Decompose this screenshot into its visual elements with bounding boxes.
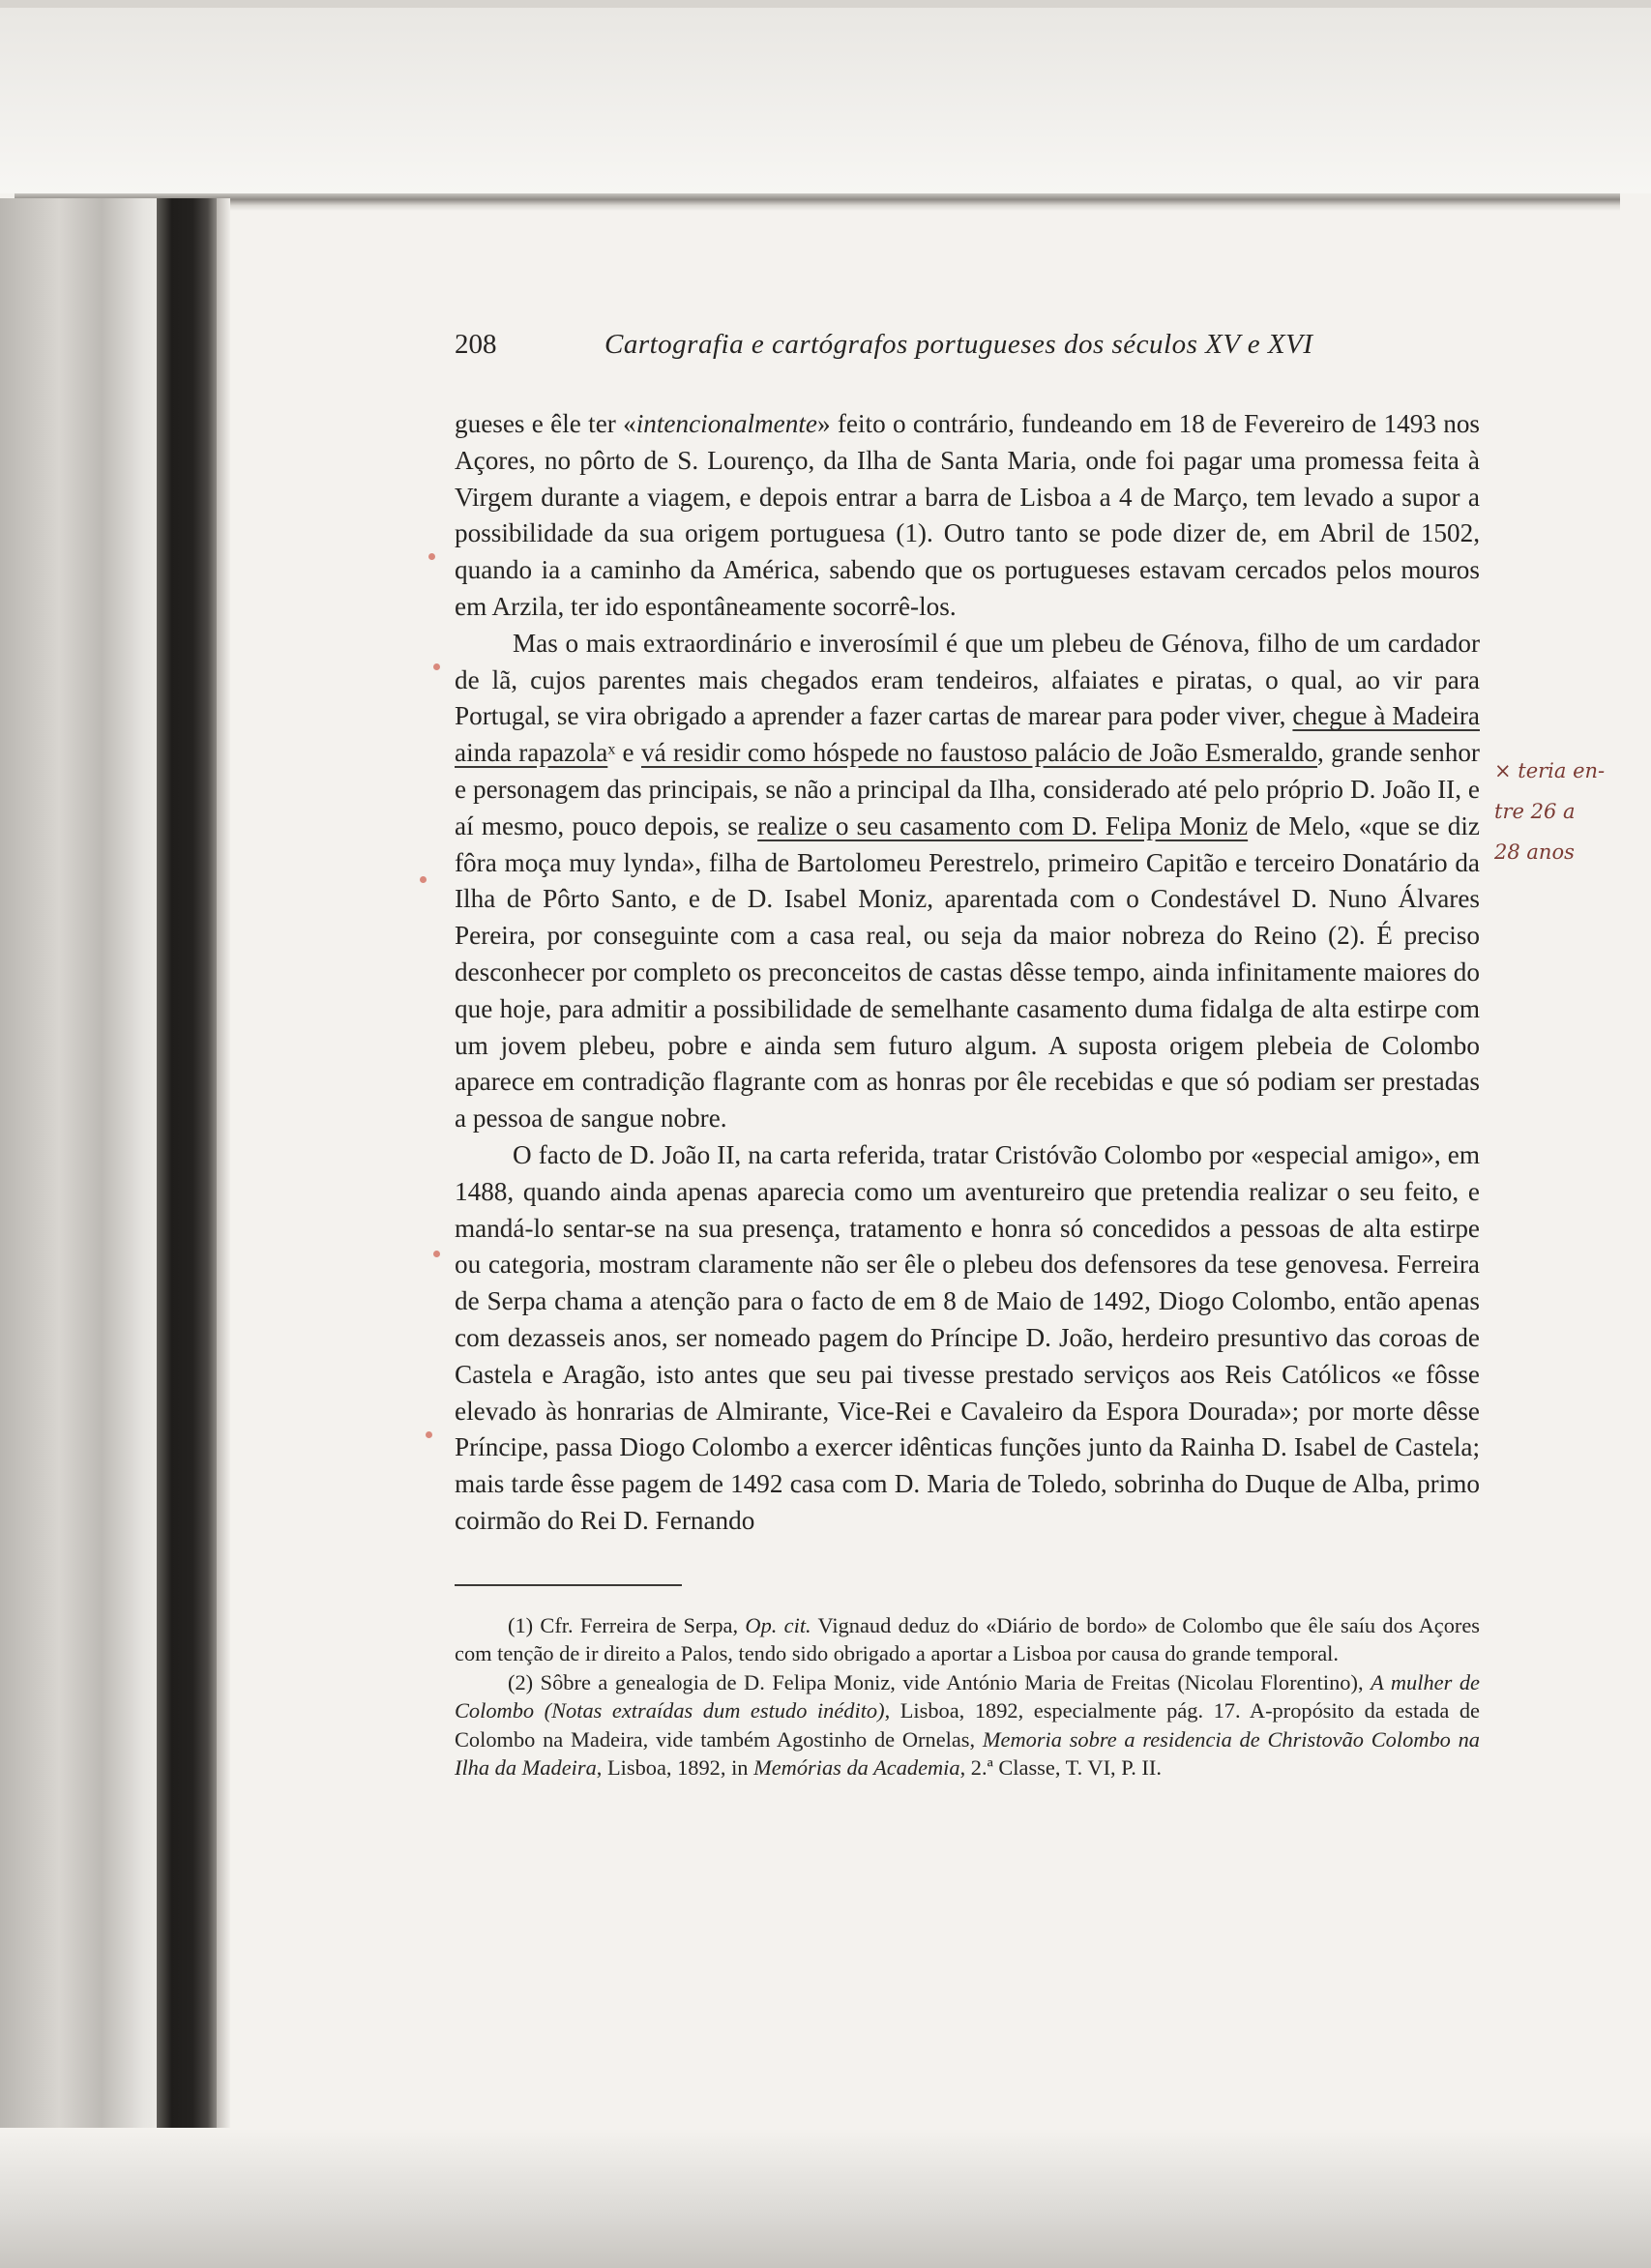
text-run: , Lisboa, 1892, especialmente pág. 17. A-propósito da estada de Colombo na Madeira, vide também Agostinho de Ornelas,: [455, 1698, 1480, 1752]
margin-mark-3: [420, 876, 427, 883]
footnote-2: [455, 1668, 1480, 1782]
body-text: [455, 406, 1480, 1540]
margin-mark-5: [426, 1431, 432, 1438]
margin-note-line: tre 26 a: [1494, 800, 1576, 823]
text-run: , 2.ª Classe, T. VI, P. II.: [959, 1755, 1162, 1781]
scanner-top-margin: [0, 0, 1651, 193]
page-top-edge-shadow: [15, 193, 1620, 211]
text-run: , Lisboa, 1892, in: [596, 1755, 754, 1781]
margin-note-line: 28 anos: [1494, 840, 1575, 864]
text-run: (2) Sôbre a genealogia de D. Felipa Moniz, vide António Maria de Freitas (Nicolau Florentino),: [508, 1669, 1371, 1694]
text-run: , grande senhor e personagem das principais, se não a principal da Ilha, considerado até pelo próprio D. João II, e aí mesmo, pouco depois, se: [455, 738, 1480, 840]
underlined-run: chegue à Madeira ainda rapazola: [455, 701, 1480, 768]
text-run: gueses e êle ter «: [455, 409, 636, 438]
italic-run: Op. cit.: [745, 1612, 811, 1637]
italic-run: A mulher de Colombo (Notas extraídas dum estudo inédito): [455, 1669, 1480, 1723]
paragraph-1: [455, 406, 1480, 626]
text-run: » feito o contrário, fundeando em 18 de Fevereiro de 1493 nos Açores, no pôrto de S. Lourenço, da Ilha de Santa Maria, onde foi pagar uma promessa feita à Virgem durante a viagem, e depois entrar a barra de Lisboa a 4 de Março, tem levado a supor a possibilidade da sua origem portuguesa (1). Outro tanto se pode dizer de, em Abril de 1502, quando ia a caminho da América, sabendo que os portugueses estavam cercados pelos mouros em Arzila, ter ido espontâneamente socorrê-los.: [455, 409, 1480, 621]
underlined-run: realize o seu casamento com D. Felipa Moniz: [757, 810, 1249, 840]
document-page: [455, 329, 1480, 1782]
text-run: de Melo, «que se diz fôra moça muy lynda», filha de Bartolomeu Perestrelo, primeiro Capitão e terceiro Donatário da Ilha de Pôrto Santo, e de D. Isabel Moniz, aparentada com o Condestável D. Nuno Álvares Pereira, por conseguinte com a casa real, ou seja da maior nobreza do Reino (2). É preciso desconhecer por completo os preconceitos de castas dêsse tempo, ainda infinitamente maiores do que hoje, para admitir a possibilidade de semelhante casamento duma fidalga de alta estirpe com um jovem plebeu, pobre e ainda sem futuro algum. A suposta origem plebeia de Colombo aparece em contradição flagrante com as honras por êle recebidas e que só podiam ser prestadas a pessoa de sangue nobre.: [455, 810, 1480, 1134]
footnotes: [455, 1611, 1480, 1782]
text-run: (1) Cfr. Ferreira de Serpa,: [508, 1612, 746, 1637]
page-number: 208: [455, 329, 497, 360]
scanner-top-strip: [0, 0, 1651, 8]
binding-spine-edge: [217, 198, 230, 2220]
italic-run: Memoria sobre a residencia de Christovão Colombo na Ilha da Madeira: [455, 1726, 1480, 1781]
text-run: Mas o mais extraordinário e inverosímil é que um plebeu de Génova, filho de um cardador de lã, cujos parentes mais chegados eram tendeiros, alfaiates e piratas, o qual, ao vir para Portugal, se vira obrigado a aprender a fazer cartas de marear para poder viver,: [455, 628, 1480, 731]
page-header: [455, 329, 1480, 397]
underlined-run: vá residir como hóspede no faustoso palácio de João Esmeraldo: [640, 738, 1317, 768]
margin-mark-2: [433, 663, 440, 670]
text-run: ˣ e: [607, 738, 641, 768]
binding-gutter: [0, 198, 169, 2268]
paragraph-2: [455, 626, 1480, 1137]
running-title: Cartografia e cartógrafos portugueses dos séculos XV e XVI: [604, 329, 1313, 360]
scanner-bottom-shadow: [0, 2128, 1651, 2268]
text-run: Vignaud deduz do «Diário de bordo» de Colombo que êle saíu dos Açores com tenção de ir direito a Palos, tendo sido obrigado a aportar a Lisboa por causa do grande temporal.: [455, 1612, 1481, 1666]
italic-run: Memórias da Academia: [753, 1755, 960, 1781]
paragraph-3: O facto de D. João II, na carta referida, tratar Cristóvão Colombo por «especial amigo», em 1488, quando ainda apenas aparecia como um aventureiro que pretendia realizar o seu feito, e mandá-lo sentar-se na sua presença, tratamento e honra só concedidos a pessoas de alta estirpe ou categoria, mostram claramente não ser êle o plebeu dos defensores da tese genovesa. Ferreira de Serpa chama a atenção para o facto de em 8 de Maio de 1492, Diogo Colombo, então apenas com dezasseis anos, ser nomeado pagem do Príncipe D. João, herdeiro presuntivo das coroas de Castela e Aragão, isto antes que seu pai tivesse prestado serviços aos Reis Católicos «e fôsse elevado às honrarias de Almirante, Vice-Rei e Cavaleiro da Espora Dourada»; por morte dêsse Príncipe, passa Diogo Colombo a exercer idênticas funções junto da Rainha D. Isabel de Castela; mais tarde êsse pagem de 1492 casa com D. Maria de Toledo, sobrinha do Duque de Alba, primo coirmão do Rei D. Fernando: [455, 1139, 1480, 1535]
italic-run: intencionalmente: [635, 409, 817, 438]
footnote-separator: [455, 1584, 682, 1586]
margin-mark-1: [428, 553, 435, 560]
margin-note-line: × teria en-: [1494, 759, 1606, 782]
handwritten-margin-note: [1494, 751, 1610, 872]
margin-mark-4: [433, 1251, 440, 1257]
binding-spine-shadow: [157, 198, 217, 2220]
footnote-1: [455, 1611, 1480, 1668]
